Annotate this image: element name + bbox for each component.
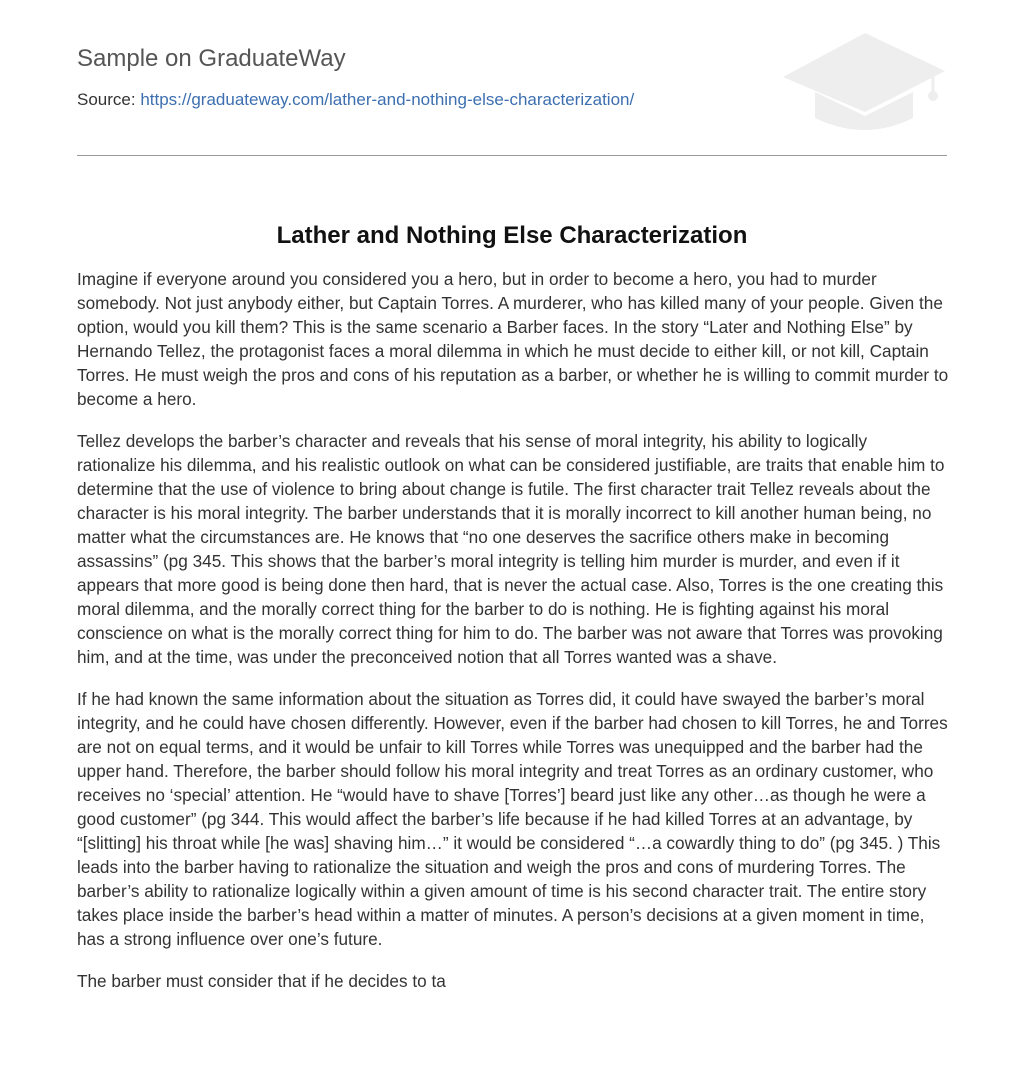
document-title: Lather and Nothing Else Characterization (276, 222, 748, 250)
source-label: Source: (77, 90, 141, 109)
header-divider (77, 155, 947, 156)
graduation-cap-icon (781, 30, 947, 134)
source-line (77, 89, 634, 111)
paragraph-2: Tellez develops the barber’s character and reveals that his sense of moral integrity, his ability to logically rationalize his dilemma, and his realistic outlook on what can be considered justifiable, are traits that enable him to determine that the use of violence to bring about change is futile. The first character trait Tellez reveals about the character is his moral integrity. The barber understands that it is morally incorrect to kill another human being, no matter what the circumstances are. He knows that “no one deserves the sacrifice others make in becoming assassins” (pg 345. This shows that the barber’s moral integrity is telling him murder is murder, and even if it appears that more good is being done then hard, that is never the actual case. Also, Torres is the one creating this moral dilemma, and the morally correct thing for the barber to do is nothing. He is fighting against his moral conscience on what is the morally correct thing for him to do. The barber was not aware that Torres was provoking him, and at the time, was under the preconceived notion that all Torres wanted was a shave. (77, 431, 945, 667)
site-title: Sample on GraduateWay (77, 45, 346, 72)
cap-board (783, 33, 945, 112)
article-body (77, 267, 949, 1011)
paragraph-4: The barber must consider that if he decides to ta (77, 971, 446, 991)
page-header (77, 0, 947, 156)
source-link[interactable]: https://graduateway.com/lather-and-nothing-else-characterization/ (140, 90, 635, 109)
cap-tassel (928, 91, 938, 101)
paragraph-3: If he had known the same information about the situation as Torres did, it could have swayed the barber’s moral integrity, and he could have chosen differently. However, even if the barber had chosen to kill Torres, he and Torres are not on equal terms, and it would be unfair to kill Torres while Torres was unequipped and the barber had the upper hand. Therefore, the barber should follow his moral integrity and treat Torres as an ordinary customer, who receives no ‘special’ attention. He “would have to shave [Torres’] beard just like any other…as though he were a good customer” (pg 344. This would affect the barber’s life because if he had killed Torres at an advantage, by “[slitting] his throat while [he was] shaving him…” it would be considered “…a cowardly thing to do” (pg 345. ) This leads into the barber having to rationalize the situation and weigh the pros and cons of murdering Torres. The barber’s ability to rationalize logically within a given amount of time is his second character trait. The entire story takes place inside the barber’s head within a matter of minutes. A person’s decisions at a given moment in time, has a strong influence over one’s future. (77, 689, 948, 949)
paragraph-1: Imagine if everyone around you considered you a hero, but in order to become a hero, you had to murder somebody. Not just anybody either, but Captain Torres. A murderer, who has killed many of your people. Given the option, would you kill them? This is the same scenario a Barber faces. In the story “Later and Nothing Else” by Hernando Tellez, the protagonist faces a moral dilemma in which he must decide to either kill, or not kill, Captain Torres. He must weigh the pros and cons of his reputation as a barber, or whether he is willing to commit murder to become a hero. (77, 269, 949, 409)
